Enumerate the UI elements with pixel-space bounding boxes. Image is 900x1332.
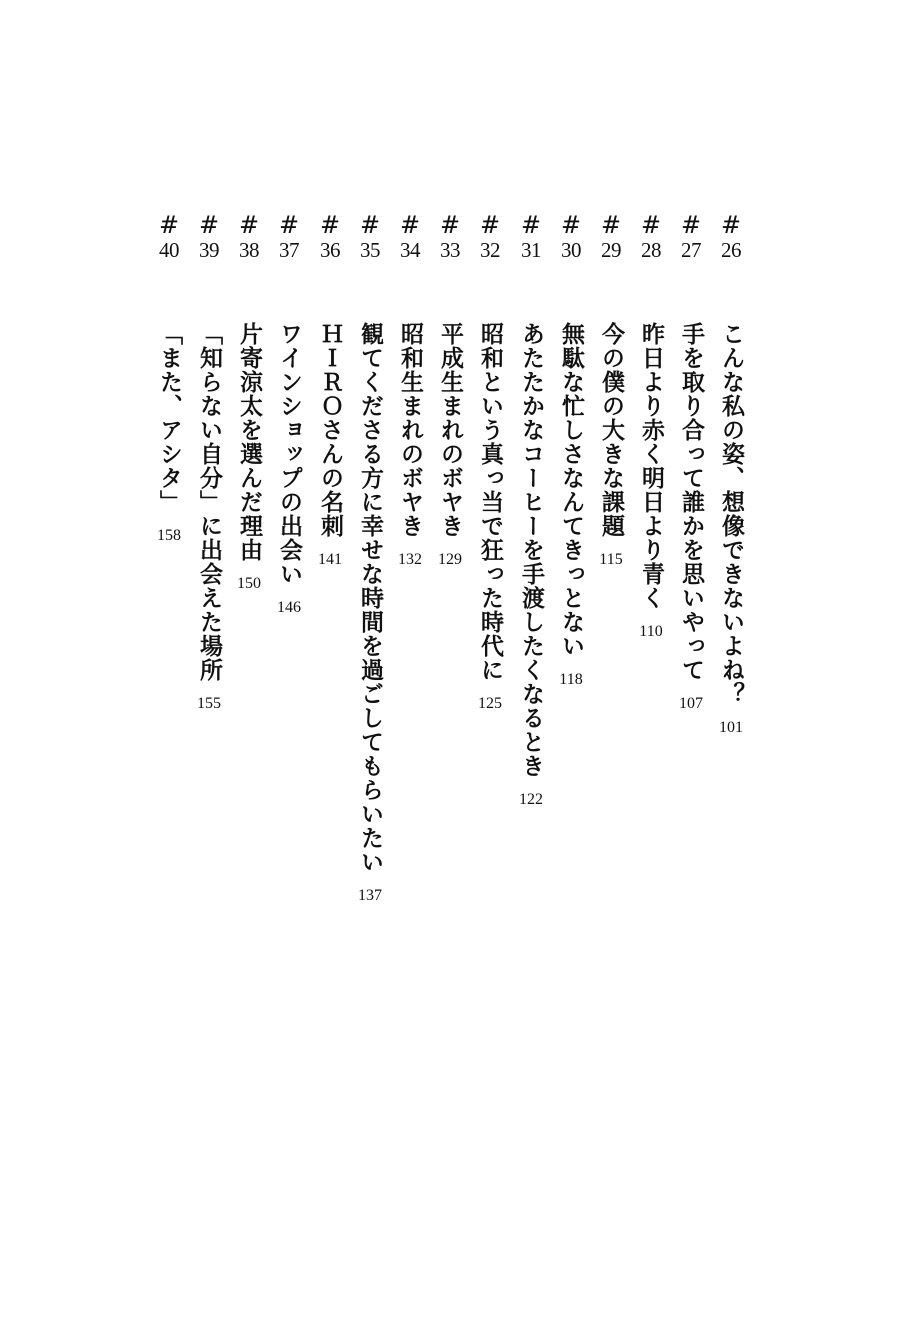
entry-number: 26 [721,238,741,262]
entry-title: 昨日より赤く明日より青く [638,322,664,610]
entry-title: あたたかなコーヒーを手渡したくなるとき [518,322,544,778]
toc-entry-27[interactable] [673,212,709,912]
hash-mark: # [680,211,702,239]
page-number: 141 [318,551,342,568]
page-number: 146 [277,599,301,616]
hash-mark: # [720,211,742,239]
entry-number: 28 [641,238,661,262]
toc-entry-35[interactable] [352,212,388,912]
entry-number: 32 [480,238,500,262]
entry-title: 片寄涼太を選んだ理由 [236,322,262,562]
hash-mark: # [198,211,220,239]
hash-mark: # [640,211,662,239]
page-number: 158 [157,527,181,544]
entry-title: 昭和という真っ当で狂った時代に [477,322,503,682]
entry-number: 27 [681,238,701,262]
toc-entry-33[interactable] [432,212,468,912]
entry-number: 29 [601,238,621,262]
hash-mark: # [359,211,381,239]
toc-entry-39[interactable] [191,212,227,912]
toc-entry-37[interactable] [271,212,307,912]
entry-title: 「また、アシタ」 [156,322,182,514]
hash-mark: # [278,211,300,239]
entry-title: 今の僕の大きな課題 [598,322,624,538]
toc-entry-34[interactable] [392,212,428,912]
hash-mark: # [600,211,622,239]
page-number: 132 [398,551,422,568]
toc-entry-30[interactable] [553,212,589,912]
page-number: 155 [197,695,221,712]
page-number: 129 [438,551,462,568]
entry-number: 40 [159,238,179,262]
page-number: 101 [719,719,743,736]
hash-mark: # [439,211,461,239]
toc-entry-26[interactable] [713,212,749,912]
entry-title: 昭和生まれのボヤき [397,322,423,538]
entry-title: 無駄な忙しさなんてきっとない [558,322,584,658]
page-number: 115 [599,551,623,568]
entry-number: 38 [239,238,259,262]
hash-mark: # [520,211,542,239]
page-number: 150 [237,575,261,592]
entry-title: こんな私の姿、想像できないよね？ [718,322,744,706]
toc-entry-38[interactable] [231,212,267,912]
hash-mark: # [158,211,180,239]
hash-mark: # [319,211,341,239]
entry-number: 34 [400,238,420,262]
entry-title: ワインショップの出会い [276,322,302,586]
toc-entry-36[interactable] [312,212,348,912]
entry-number: 39 [199,238,219,262]
hash-mark: # [560,211,582,239]
entry-title: 「知らない自分」に出会えた場所 [196,322,222,682]
page-number: 125 [478,695,502,712]
entry-title: 観てくださる方に幸せな時間を過ごしてもらいたい [357,322,383,874]
page-number: 118 [559,671,583,688]
entry-number: 35 [360,238,380,262]
page-number: 110 [639,623,663,640]
entry-number: 33 [440,238,460,262]
page-number: 137 [358,887,382,904]
entry-number: 37 [279,238,299,262]
entry-title: 平成生まれのボヤき [437,322,463,538]
toc-entry-40[interactable] [151,212,187,912]
entry-title: ＨＩＲＯさんの名刺 [317,322,343,538]
entry-number: 36 [320,238,340,262]
page-number: 107 [679,695,703,712]
toc-entry-28[interactable] [633,212,669,912]
toc-entry-29[interactable] [593,212,629,912]
entry-number: 31 [521,238,541,262]
hash-mark: # [238,211,260,239]
toc-entry-32[interactable] [472,212,508,912]
page-number: 122 [519,791,543,808]
entry-number: 30 [561,238,581,262]
entry-title: 手を取り合って誰かを思いやって [678,322,704,682]
hash-mark: # [399,211,421,239]
toc-entry-31[interactable] [513,212,549,912]
hash-mark: # [479,211,501,239]
